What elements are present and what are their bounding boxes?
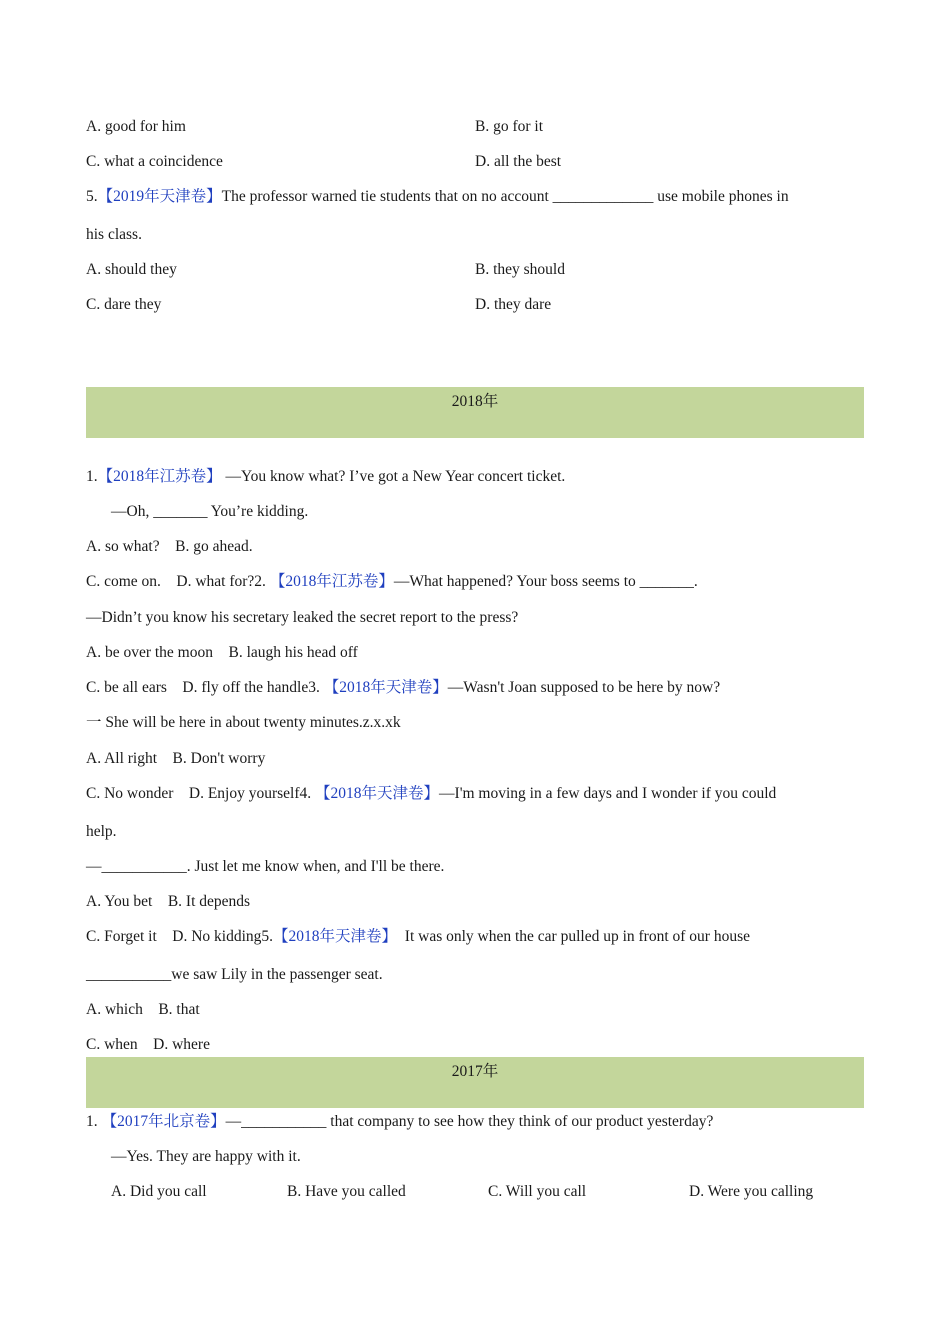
option-b: B. go for it xyxy=(475,118,544,135)
year-header-2017 xyxy=(86,1057,864,1108)
text-line: A. be over the moon B. laugh his head off xyxy=(86,644,358,661)
text-line: C. come on. D. what for?2. 【2018年江苏卷】—What happened? Your boss seems to _______. xyxy=(86,573,698,590)
source-tag: 【2017年北京卷】 xyxy=(101,1113,226,1130)
text-line: ___________we saw Lily in the passenger seat. xyxy=(86,966,383,983)
text-line: 一 She will be here in about twenty minutes.z.x.xk xyxy=(86,714,401,731)
text-line: C. Forget it D. No kidding5.【2018年天津卷】 It was only when the car pulled up in front of our house xyxy=(86,928,751,945)
text-line: A. You bet B. It depends xyxy=(86,893,251,910)
source-tag: 【2018年天津卷】 xyxy=(323,679,448,696)
option-a: A. Did you call xyxy=(111,1183,207,1200)
option-a: A. should they xyxy=(86,261,177,278)
option-d: D. they dare xyxy=(475,296,552,313)
source-tag: 【2018年江苏卷】 xyxy=(269,573,394,590)
option-a: A. good for him xyxy=(86,118,186,135)
question-text: The professor warned tie students that on no account _____________ use mobile phones in xyxy=(221,188,789,205)
year-header-label: 2018年 xyxy=(451,393,499,410)
option-d: D. all the best xyxy=(475,153,562,170)
question-text-continued: his class. xyxy=(86,226,142,243)
text-line: C. No wonder D. Enjoy yourself4. 【2018年天津卷】—I'm moving in a few days and I wonder if you could xyxy=(86,785,777,802)
text-line: A. so what? B. go ahead. xyxy=(86,538,253,555)
option-c: C. what a coincidence xyxy=(86,153,223,170)
text-line: C. be all ears D. fly off the handle3. 【2018年天津卷】—Wasn't Joan supposed to be here by now? xyxy=(86,679,721,696)
question-stem xyxy=(86,187,789,207)
text-line: —Oh, _______ You’re kidding. xyxy=(111,503,309,520)
text-line: A. which B. that xyxy=(86,1001,200,1018)
text-line: help. xyxy=(86,823,117,840)
text-line: A. All right B. Don't worry xyxy=(86,750,266,767)
option-c: C. Will you call xyxy=(488,1183,587,1200)
year-header-label: 2017年 xyxy=(451,1063,499,1080)
source-tag: 【2018年天津卷】 xyxy=(273,928,398,945)
question-number: 1. xyxy=(86,1113,98,1130)
option-d: D. Were you calling xyxy=(689,1183,814,1200)
text-line: —Didn’t you know his secretary leaked the secret report to the press? xyxy=(86,609,519,626)
question-text: —___________ that company to see how they think of our product yesterday? xyxy=(225,1113,714,1130)
source-tag: 【2018年天津卷】 xyxy=(315,785,440,802)
option-b: B. Have you called xyxy=(287,1183,406,1200)
question-number: 5. xyxy=(86,188,98,205)
option-b: B. they should xyxy=(475,261,565,278)
text-line: C. when D. where xyxy=(86,1036,210,1053)
text-line: —___________. Just let me know when, and I'll be there. xyxy=(86,858,445,875)
question-stem xyxy=(86,1112,713,1132)
reply-line: —Yes. They are happy with it. xyxy=(111,1148,301,1165)
option-c: C. dare they xyxy=(86,296,162,313)
source-tag: 【2019年天津卷】 xyxy=(97,188,222,205)
year-header-2018 xyxy=(86,387,864,438)
source-tag: 【2018年江苏卷】 xyxy=(97,468,222,485)
text-line: 1.【2018年江苏卷】 —You know what? I’ve got a New Year concert ticket. xyxy=(86,468,566,485)
